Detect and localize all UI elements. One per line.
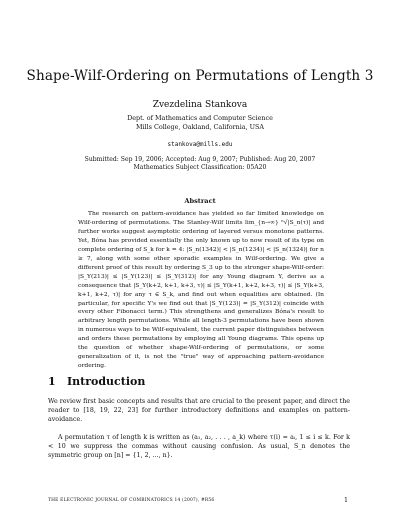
affiliation-institution: Mills College, Oakland, California, USA (135, 123, 265, 131)
affiliation-department: Dept. of Mathematics and Computer Science (127, 114, 273, 122)
section-heading (48, 375, 145, 388)
intro-paragraph-1 (48, 397, 350, 424)
paragraph-text: A permutation τ of length k is written as (a₁, a₂, . . . , a_k) where τ(i) = aᵢ, 1 ≤ i ≤ k. For k < 10 we suppress the commas without causing confusion. As usual, S_n denotes the symmetric group on [n] = {1, 2, ..., n}. (48, 434, 350, 459)
author-name: Zvezdelina Stankova (152, 100, 248, 110)
author-email: stankova@mills.edu (167, 141, 233, 148)
page-number: 1 (343, 497, 348, 504)
paragraph-text: We review first basic concepts and results that are crucial to the present paper, and direct the reader to [18, 19, 22, 23] for further introductory definitions and examples on pattern-avoidance. (48, 398, 350, 423)
paper-title: Shape-Wilf-Ordering on Permutations of Length 3 (26, 68, 374, 84)
journal-footer: THE ELECTRONIC JOURNAL OF COMBINATORICS 14 (2007), #R56 (48, 498, 215, 503)
section-title: Introduction (67, 375, 146, 388)
submission-dates: Submitted: Sep 19, 2006; Accepted: Aug 9, 2007; Published: Aug 20, 2007 (84, 156, 316, 163)
abstract-text: The research on pattern-avoidance has yielded so far limited knowledge on Wilf-ordering of permutations. The Stanley-Wilf limits lim_{n→∞} ⁿ√|S_n(τ)| and further works suggest asymptotic ordering of layered versus monotone patterns. Yet, Bóna has provided essentially the only known up to now result of its type on complete ordering of S_k for k = 4: |S_n(1342)| < |S_n(1234)| < |S_n(1324)| for n ≥ 7, along with some other sporadic examples in Wilf-ordering. We give a different proof of this result by ordering S_3 up to the stronger shape-Wilf-order: |S_Y(213)| ≤ |S_Y(123)| ≤ |S_Y(312)| for any Young diagram Y, derive as a consequence that |S_Y(k+2, k+1, k+3, τ)| ≤ |S_Y(k+1, k+2, k+3, τ)| ≤ |S_Y(k+3, k+1, k+2, τ)| for any τ ∈ S_k, and find out when equalities are obtained. (In particular, for specific Y's we find out that |S_Y(123)| = |S_Y(312)| coincide with every other Fibonacci term.) This strengthens and generalizes Bóna's result to arbitrary length permutations. While all length-3 permutations have been shown in numerous ways to be Wilf-equivalent, the current paper distinguishes between and orders these permutations by employing all Young diagrams. This opens up the question of whether shape-Wilf-ordering of permutations, or some generalization of it, is not the "true" way of approaching pattern-avoidance ordering. (78, 210, 324, 370)
abstract-heading: Abstract (184, 197, 216, 205)
abstract-body (78, 210, 324, 371)
section-number: 1 (48, 375, 56, 388)
subject-classification: Mathematics Subject Classification: 05A20 (133, 164, 267, 171)
intro-paragraph-2 (48, 433, 350, 460)
